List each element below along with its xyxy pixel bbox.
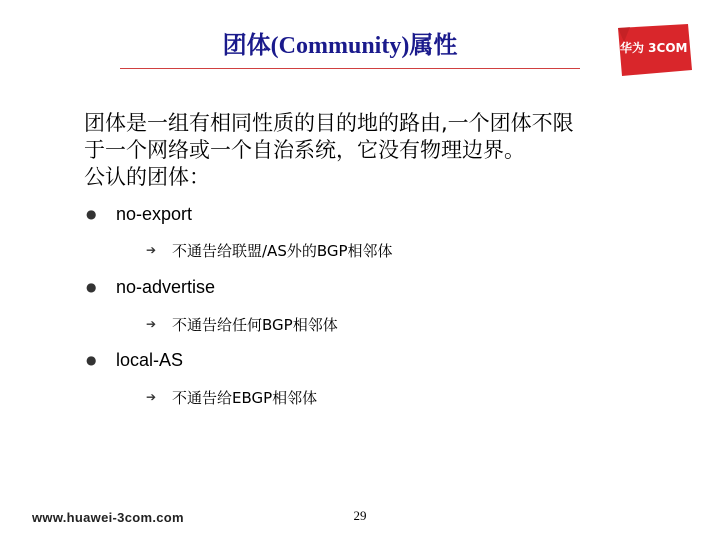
sub-bullet-no-export	[146, 238, 393, 262]
right-arrow-icon: ➔	[146, 390, 157, 404]
intro-paragraph	[84, 110, 664, 191]
slide-title: 团体(Community)属性	[222, 33, 458, 59]
round-bullet-icon: ●	[86, 353, 97, 367]
sub-bullet-text: 不通告给联盟/AS外的BGP相邻体	[172, 241, 393, 260]
bullet-item-no-advertise	[86, 273, 215, 301]
intro-line: 公认的团体：	[84, 165, 210, 189]
bullet-label: local-AS	[116, 349, 184, 370]
bullet-label: no-export	[116, 203, 193, 224]
bullet-label: no-advertise	[116, 276, 216, 297]
round-bullet-icon: ●	[86, 280, 97, 294]
right-arrow-icon: ➔	[146, 243, 157, 257]
bullet-item-local-as	[86, 346, 183, 374]
bullet-item-no-export	[86, 200, 192, 228]
intro-line: 团体是一组有相同性质的目的地的路由,一个团体不限	[84, 111, 574, 135]
huawei-3com-logo	[612, 24, 694, 76]
footer-url: www.huawei-3com.com	[32, 510, 184, 525]
sub-bullet-text: 不通告给任何BGP相邻体	[172, 315, 338, 334]
logo-text: 华为 3COM	[620, 41, 688, 55]
sub-bullet-local-as	[146, 385, 317, 409]
round-bullet-icon: ●	[86, 207, 97, 221]
title-underline	[120, 68, 580, 69]
page-number: 29	[353, 508, 367, 523]
right-arrow-icon: ➔	[146, 317, 157, 331]
sub-bullet-no-advertise	[146, 312, 338, 336]
intro-line: 于一个网络或一个自治系统，它没有物理边界。	[84, 138, 525, 162]
sub-bullet-text: 不通告给EBGP相邻体	[172, 388, 318, 407]
